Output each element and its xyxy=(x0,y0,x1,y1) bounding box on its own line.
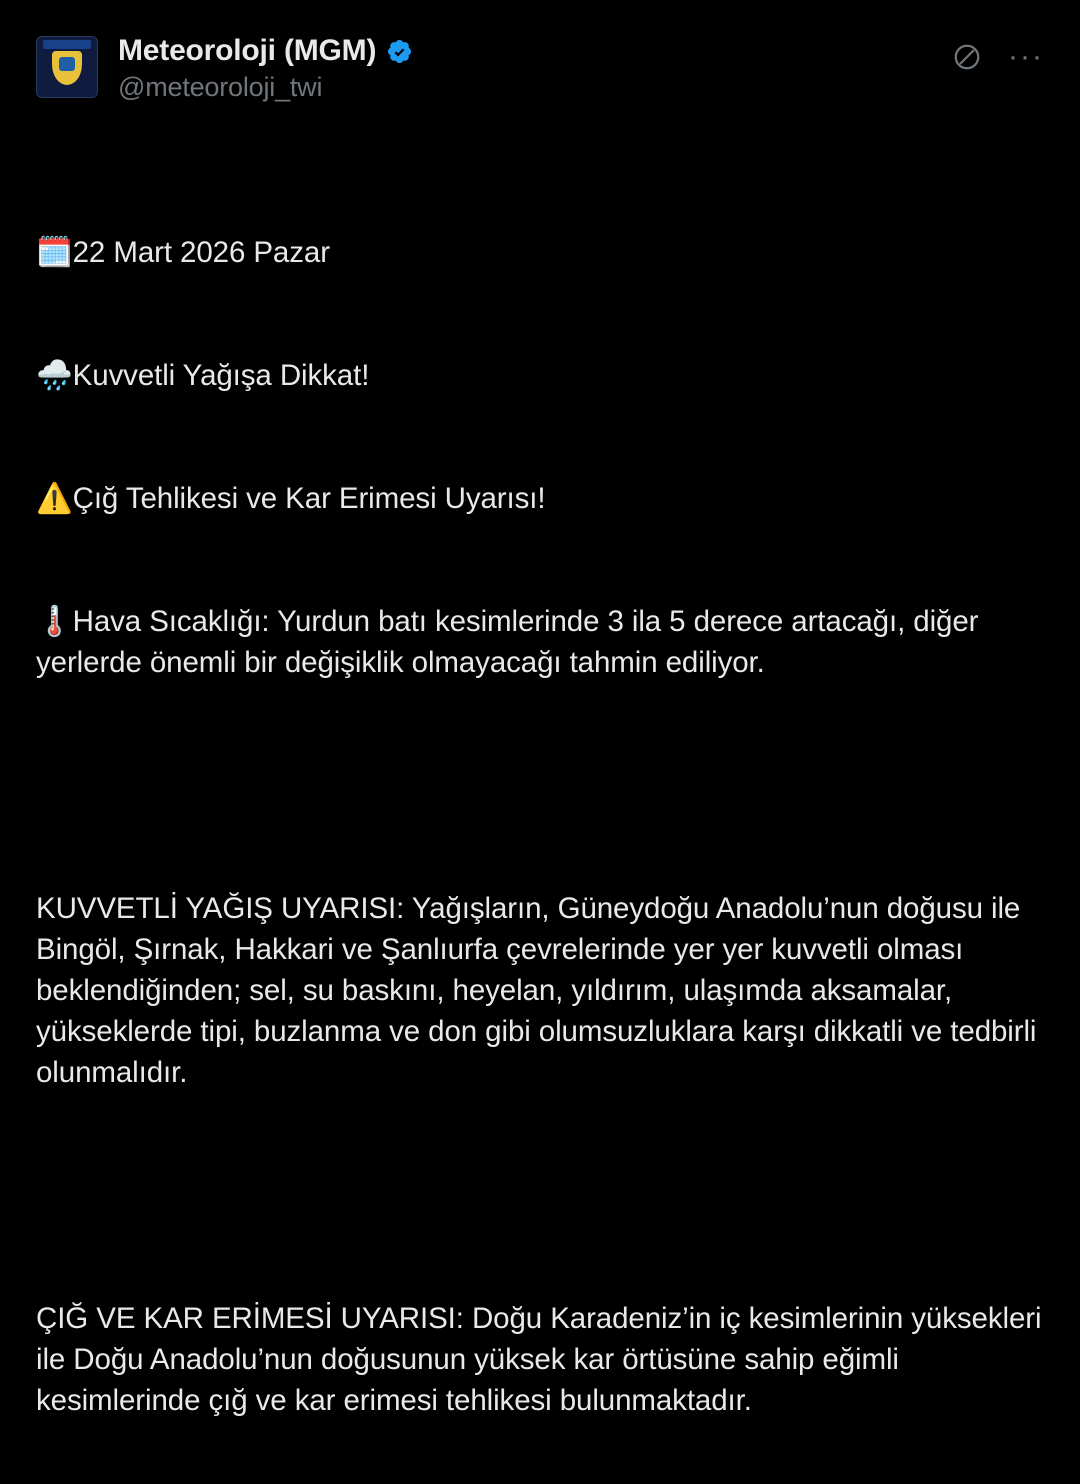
slashed-circle-icon[interactable] xyxy=(952,42,982,72)
tweet-header xyxy=(36,30,1044,120)
tweet-text xyxy=(36,150,1050,1484)
tweet-line-rain: 🌧️Kuvvetli Yağışa Dikkat! xyxy=(36,359,370,392)
tweet-line-avalanche: ⚠️Çığ Tehlikesi ve Kar Erimesi Uyarısı! xyxy=(36,482,546,515)
paragraph-spacer-1 xyxy=(36,765,1044,806)
display-name[interactable]: Meteoroloji (MGM) xyxy=(118,34,377,67)
account-names xyxy=(118,30,952,103)
tweet-paragraph-rain-warning: KUVVETLİ YAĞIŞ UYARISI: Yağışların, Güneydoğu Anadolu’nun doğusu ile Bingöl, Şırnak, Hakkari ve Şanlıurfa çevrelerinde yer yer kuvvetli olması beklendiğinden; sel, su baskını, heyelan, yıldırım, ulaşımda aksamalar, yükseklerde tipi, buzlanma ve don gibi olumsuzluklara karşı dikkatli ve tedbirli olunmalıdır. xyxy=(36,892,1045,1089)
tweet-line-date: 🗓️22 Mart 2026 Pazar xyxy=(36,236,330,269)
display-name-row xyxy=(118,34,952,68)
more-options-icon[interactable]: ··· xyxy=(1008,40,1044,73)
mgm-shield-icon xyxy=(52,51,82,85)
header-actions xyxy=(952,30,1044,72)
avatar[interactable] xyxy=(36,36,98,98)
tweet-line-temperature: 🌡️Hava Sıcaklığı: Yurdun batı kesimlerinde 3 ila 5 derece artacağı, diğer yerlerde önemli bir değişiklik olmayacağı tahmin ediliyor. xyxy=(36,605,987,679)
tweet-paragraph-avalanche-warning: ÇIĞ VE KAR ERİMESİ UYARISI: Doğu Karadeniz’in iç kesimlerinin yüksekleri ile Doğu Anadolu’nun doğusunun yüksek kar örtüsüne sahip eğimli kesimlerinde çığ ve kar erimesi tehlikesi bulunmaktadır. xyxy=(36,1302,1050,1417)
paragraph-spacer-2 xyxy=(36,1175,1044,1216)
verified-badge-icon xyxy=(386,38,413,65)
avatar-top-band xyxy=(43,40,91,49)
account-handle[interactable]: @meteoroloji_twi xyxy=(118,72,323,102)
